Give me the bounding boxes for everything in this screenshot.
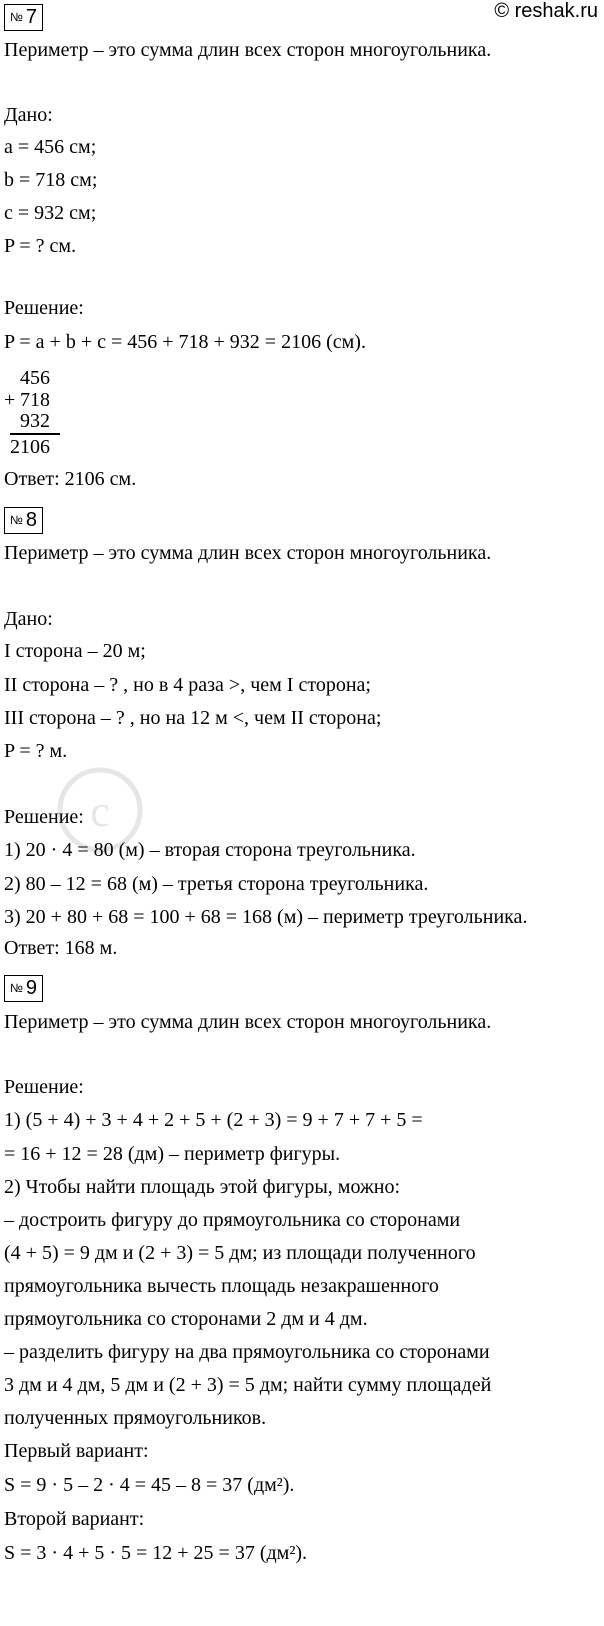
given-line: III сторона – ? , но на 12 м <, чем II сторона; bbox=[4, 707, 382, 729]
column-addend: 932 bbox=[20, 410, 50, 432]
given-line: I сторона – 20 м; bbox=[4, 640, 146, 662]
svg-text:c: c bbox=[90, 787, 110, 836]
site-watermark-label: © reshak.ru bbox=[494, 0, 598, 22]
solution-label: Решение: bbox=[4, 1076, 84, 1098]
solution-line: 3) 20 + 80 + 68 = 100 + 68 = 168 (м) – периметр треугольника. bbox=[4, 906, 528, 928]
solution-line: прямоугольника со сторонами 2 дм и 4 дм. bbox=[4, 1308, 368, 1330]
task-number-badge bbox=[4, 4, 43, 31]
solution-line: 1) (5 + 4) + 3 + 4 + 2 + 5 + (2 + 3) = 9 + 7 + 7 + 5 = bbox=[4, 1109, 423, 1131]
given-label: Дано: bbox=[4, 608, 53, 630]
solution-label: Решение: bbox=[4, 297, 84, 319]
solution-line: = 16 + 12 = 28 (дм) – периметр фигуры. bbox=[4, 1143, 341, 1165]
given-line: P = ? м. bbox=[4, 740, 68, 762]
solution-line: 3 дм и 4 дм, 5 дм и (2 + 3) = 5 дм; найти сумму площадей bbox=[4, 1374, 492, 1396]
given-line: c = 932 см; bbox=[4, 202, 97, 224]
solution-line: 1) 20 · 4 = 80 (м) – вторая сторона треугольника. bbox=[4, 839, 416, 861]
task-number: 9 bbox=[25, 977, 37, 999]
answer: Ответ: 168 м. bbox=[4, 937, 118, 959]
given-line: P = ? см. bbox=[4, 235, 77, 257]
solution-label: Решение: bbox=[4, 806, 84, 828]
column-addend: 456 bbox=[20, 367, 50, 389]
task-number-badge bbox=[4, 507, 43, 534]
definition: Периметр – это сумма длин всех сторон многоугольника. bbox=[4, 542, 492, 564]
given-line: b = 718 см; bbox=[4, 169, 98, 191]
task-number: 8 bbox=[25, 509, 37, 531]
given-line: II сторона – ? , но в 4 раза >, чем I сторона; bbox=[4, 674, 371, 696]
column-plus-sign: + bbox=[4, 389, 16, 411]
solution-line: 2) Чтобы найти площадь этой фигуры, можно: bbox=[4, 1176, 401, 1198]
solution-line: Первый вариант: bbox=[4, 1440, 149, 1462]
number-sign: № bbox=[10, 981, 23, 995]
given-label: Дано: bbox=[4, 104, 53, 126]
solution-line: S = 3 · 4 + 5 · 5 = 12 + 25 = 37 (дм²). bbox=[4, 1542, 307, 1564]
solution-line: 2) 80 – 12 = 68 (м) – третья сторона треугольника. bbox=[4, 873, 429, 895]
solution-line: – разделить фигуру на два прямоугольника со сторонами bbox=[4, 1341, 490, 1363]
solution-line: полученных прямоугольников. bbox=[4, 1407, 267, 1429]
number-sign: № bbox=[10, 513, 23, 527]
definition: Периметр – это сумма длин всех сторон многоугольника. bbox=[4, 39, 492, 61]
solution-line: (4 + 5) = 9 дм и (2 + 3) = 5 дм; из площади полученного bbox=[4, 1242, 476, 1264]
definition: Периметр – это сумма длин всех сторон многоугольника. bbox=[4, 1011, 492, 1033]
solution-line: S = 9 · 5 – 2 · 4 = 45 – 8 = 37 (дм²). bbox=[4, 1474, 295, 1496]
solution-line: Второй вариант: bbox=[4, 1508, 145, 1530]
column-addend: 718 bbox=[20, 389, 50, 411]
task-number: 7 bbox=[25, 6, 37, 28]
answer: Ответ: 2106 см. bbox=[4, 468, 137, 490]
column-sum-line bbox=[10, 433, 60, 435]
solution-line: P = a + b + c = 456 + 718 + 932 = 2106 (см). bbox=[4, 331, 366, 353]
task-number-badge bbox=[4, 975, 43, 1002]
number-sign: № bbox=[10, 10, 23, 24]
column-result: 2106 bbox=[10, 436, 50, 458]
solution-line: прямоугольника вычесть площадь незакрашенного bbox=[4, 1275, 439, 1297]
given-line: a = 456 см; bbox=[4, 136, 97, 158]
solution-line: – достроить фигуру до прямоугольника со сторонами bbox=[4, 1209, 461, 1231]
